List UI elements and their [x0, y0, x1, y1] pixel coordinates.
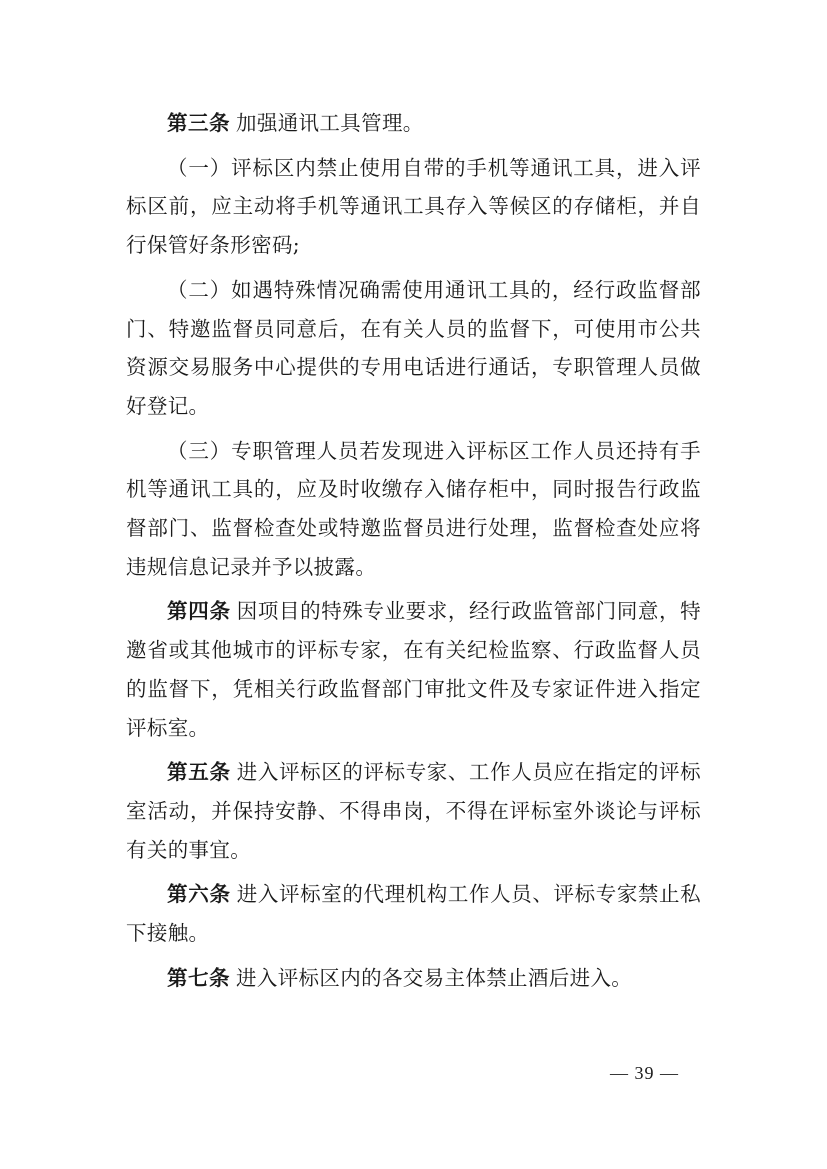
- paragraph-text: （一）评标区内禁止使用自带的手机等通讯工具，进入评标区前，应主动将手机等通讯工具存入等候区的存储柜，并自行保管好条形密码;: [126, 155, 701, 258]
- paragraph-text: 进入评标室的代理机构工作人员、评标专家禁止私下接触。: [126, 882, 702, 946]
- paragraph-item-1: [126, 149, 701, 265]
- paragraph-text: 进入评标区的评标专家、工作人员应在指定的评标室活动，并保持安静、不得串岗，不得在评标室外谈论与评标有关的事宜。: [126, 760, 702, 862]
- paragraph-item-2: [126, 271, 701, 426]
- paragraph-text: 加强通讯工具管理。: [236, 111, 424, 135]
- paragraph-article-7: [126, 959, 701, 998]
- paragraph-article-4: [126, 592, 701, 747]
- paragraph-article-3: [126, 104, 701, 143]
- page-number: — 39 —: [610, 1063, 679, 1083]
- article-label: 第七条: [167, 965, 230, 990]
- article-label: 第五条: [167, 760, 231, 785]
- paragraph-item-3: [126, 432, 701, 587]
- paragraph-article-5: [126, 753, 701, 869]
- paragraph-text: 因项目的特殊专业要求，经行政监管部门同意，特邀省或其他城市的评标专家，在有关纪检监察、行政监督人员的监督下，凭相关行政监督部门审批文件及专家证件进入指定评标室。: [126, 599, 702, 740]
- article-label: 第六条: [167, 882, 231, 907]
- article-label: 第四条: [167, 599, 231, 624]
- document-page: [126, 104, 701, 1003]
- paragraph-text: （三）专职管理人员若发现进入评标区工作人员还持有手机等通讯工具的，应及时收缴存入储存柜中，同时报告行政监督部门、监督检查处或特邀监督员进行处理，监督检查处应将违规信息记录并予以披露。: [126, 438, 701, 579]
- paragraph-text: 进入评标区内的各交易主体禁止酒后进入。: [236, 965, 633, 990]
- paragraph-article-6: [126, 875, 701, 952]
- paragraph-text: （二）如遇特殊情况确需使用通讯工具的，经行政监督部门、特邀监督员同意后，在有关人员的监督下，可使用市公共资源交易服务中心提供的专用电话进行通话，专职管理人员做好登记。: [126, 277, 701, 418]
- article-label: 第三条: [167, 111, 230, 135]
